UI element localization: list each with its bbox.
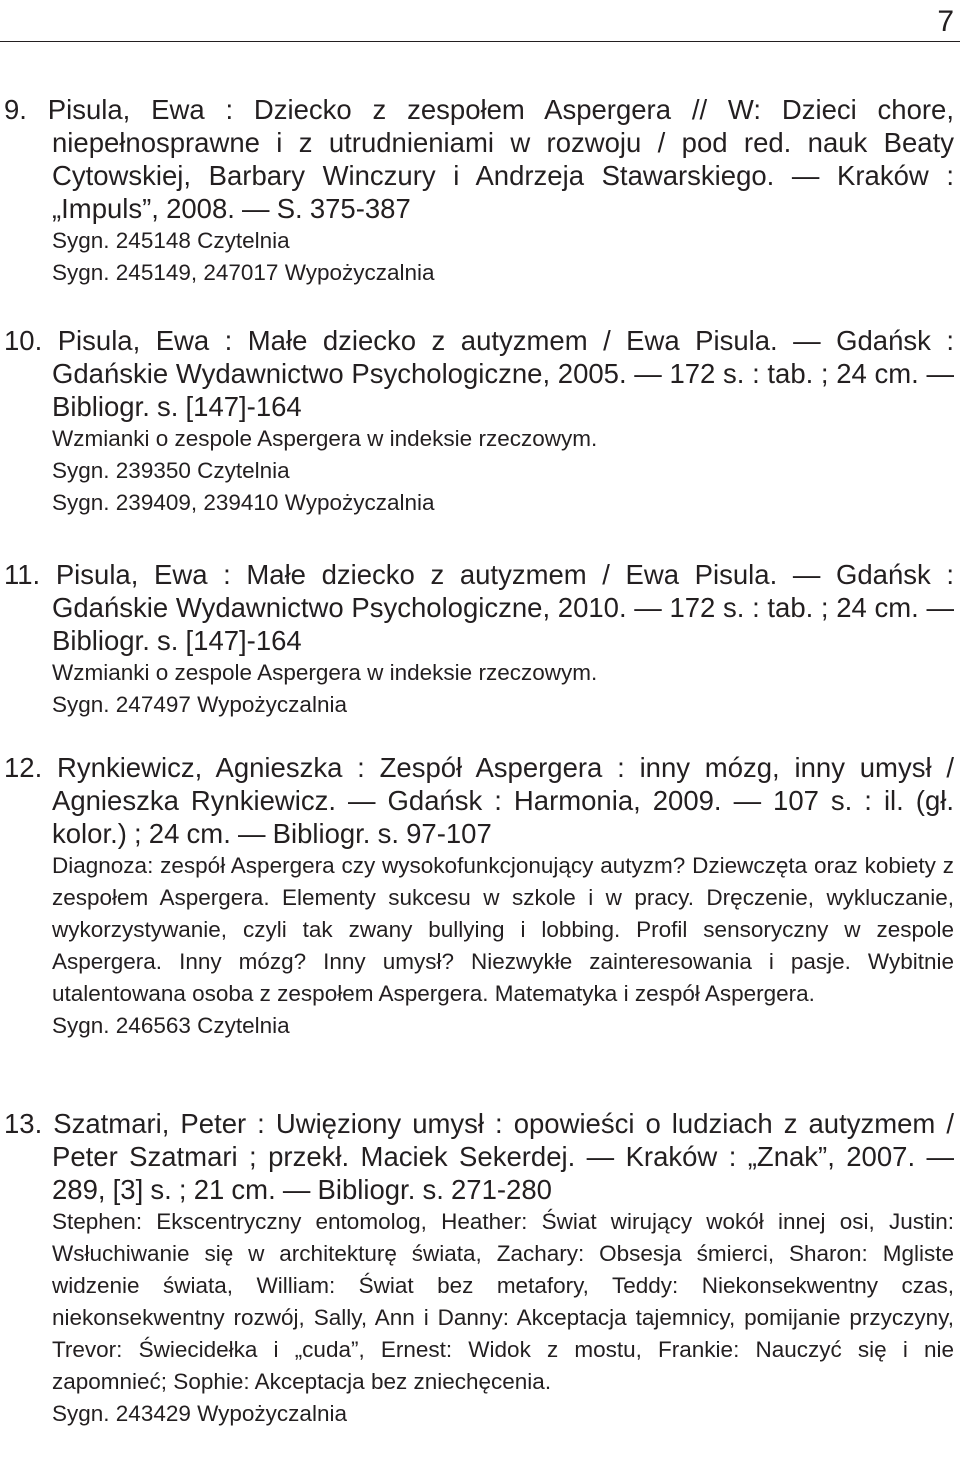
entry-citation <box>4 93 954 225</box>
entry-number: 9. <box>4 94 27 125</box>
bibliography-entry <box>4 751 954 1042</box>
bibliography-entry <box>4 324 954 519</box>
call-number: Sygn. 246563 Czytelnia <box>52 1013 290 1038</box>
entry-note: Wzmianki o zespole Aspergera w indeksie rzeczowym. <box>52 426 598 451</box>
header-rule <box>0 41 960 42</box>
citation-text: Pisula, Ewa : Małe dziecko z autyzmem / Ewa Pisula. — Gdańsk : Gdańskie Wydawnictwo Psychologiczne, 2010. — 172 s. : tab. ; 24 cm. — Bibliogr. s. [147]-164 <box>52 559 954 656</box>
entry-citation <box>4 1107 954 1206</box>
call-number: Sygn. 239409, 239410 Wypożyczalnia <box>52 490 435 515</box>
entry-number: 11. <box>4 559 41 590</box>
entry-note: Wzmianki o zespole Aspergera w indeksie rzeczowym. <box>52 660 598 685</box>
call-number: Sygn. 245149, 247017 Wypożyczalnia <box>52 260 435 285</box>
entry-description: Diagnoza: zespół Aspergera czy wysokofunkcjonujący autyzm? Dziewczęta oraz kobiety z zespołem Aspergera. Elementy sukcesu w szkole i w pracy. Dręczenie, wykluczanie, wykorzystywanie, czyli tak zwany bullying i lobbing. Profil sensoryczny w zespole Aspergera. Inny mózg? Inny umysł? Niezwykłe zainteresowania i pasje. Wybitnie utalentowana osoba z zespołem Aspergera. Matematyka i zespół Aspergera. <box>52 853 954 1006</box>
bibliography-entry <box>4 558 954 721</box>
call-number: Sygn. 243429 Wypożyczalnia <box>52 1401 347 1426</box>
call-number: Sygn. 239350 Czytelnia <box>52 458 290 483</box>
entry-citation <box>4 324 954 423</box>
entry-citation <box>4 558 954 657</box>
entry-number: 12. <box>4 752 43 783</box>
call-number: Sygn. 247497 Wypożyczalnia <box>52 692 347 717</box>
citation-text: Rynkiewicz, Agnieszka : Zespół Aspergera : inny mózg, inny umysł / Agnieszka Rynkiewicz. — Gdańsk : Harmonia, 2009. — 107 s. : il. (gł. kolor.) ; 24 cm. — Bibliogr. s. 97-107 <box>52 752 955 849</box>
entry-description: Stephen: Ekscentryczny entomolog, Heather: Świat wirujący wokół innej osi, Justin: Wsłuchiwanie się w architekturę świata, Zachary: Obsesja śmierci, Sharon: Mgliste widzenie świata, William: Świat bez metafory, Teddy: Niekonsekwentny czas, niekonsekwentny rozwój, Sally, Ann i Danny: Akceptacja tajemnicy, pomijanie przyczyny, Trevor: Świecidełka i „cuda”, Ernest: Widok z mostu, Frankie: Nauczyć się i nie zapomnieć; Sophie: Akceptacja bez zniechęcenia. <box>52 1209 954 1394</box>
entry-citation <box>4 751 954 850</box>
citation-text: Pisula, Ewa : Małe dziecko z autyzmem / Ewa Pisula. — Gdańsk : Gdańskie Wydawnictwo Psychologiczne, 2005. — 172 s. : tab. ; 24 cm. — Bibliogr. s. [147]-164 <box>52 325 954 422</box>
page-number: 7 <box>937 5 954 38</box>
call-number: Sygn. 245148 Czytelnia <box>52 228 290 253</box>
entry-number: 10. <box>4 325 43 356</box>
citation-text: Szatmari, Peter : Uwięziony umysł : opowieści o ludziach z autyzmem / Peter Szatmari ; przekł. Maciek Sekerdej. — Kraków : „Znak”, 2007. — 289, [3] s. ; 21 cm. — Bibliogr. s. 271-280 <box>52 1108 955 1205</box>
bibliography-entry <box>4 93 954 289</box>
citation-text: Pisula, Ewa : Dziecko z zespołem Aspergera // W: Dzieci chore, niepełnosprawne i z utrudnieniami w rozwoju / pod red. nauk Beaty Cytowskiej, Barbary Winczury i Andrzeja Stawarskiego. — Kraków : „Impuls”, 2008. — S. 375-387 <box>47 94 954 224</box>
entry-number: 13. <box>4 1108 43 1139</box>
bibliography-entry <box>4 1107 954 1430</box>
